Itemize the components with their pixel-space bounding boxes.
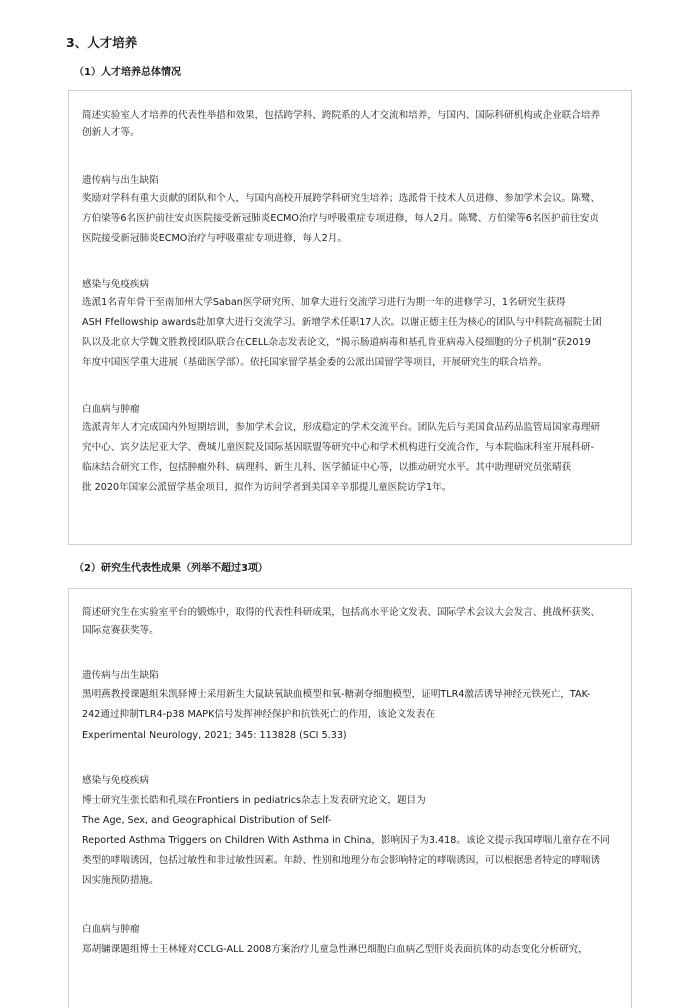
group-heading-genetic: 遗传病与出生缺陷: [82, 670, 159, 681]
intro-line: 国际竞赛获奖等。: [82, 625, 159, 636]
group-heading-leukemia: 白血病与肿瘤: [82, 404, 140, 415]
paragraph-line: 242通过抑制TLR4-p38 MAPK信号发挥神经保护和抗铁死亡的作用，该论文发表在: [82, 709, 436, 720]
intro-line: 简述实验室人才培养的代表性举措和效果，包括跨学科、跨院系的人才交流和培养，与国内、国际科研机构或企业联合培养: [82, 110, 601, 121]
paragraph-line: 选派1名青年骨干至南加州大学Saban医学研究所、加拿大进行交流学习进行为期一年的进修学习，1名研究生获得: [82, 297, 566, 308]
paragraph-line: 黑明燕教授课题组朱凯驿博士采用新生大鼠缺氧缺血模型和氧-糖剥夺细胞模型，证明TLR4激活诱导神经元铁死亡，TAK-: [82, 689, 591, 700]
group-heading-leukemia: 白血病与肿瘤: [82, 924, 140, 935]
paragraph-line: The Age, Sex, and Geographical Distribution of Self-: [82, 815, 332, 826]
paragraph-line: 医院接受新冠肺炎ECMO治疗与呼吸重症专项进修，每人2月。: [82, 233, 347, 244]
paragraph-line: 方伯梁等6名医护前往安贞医院接受新冠肺炎ECMO治疗与呼吸重症专项进修，每人2月。陈鹭、方伯梁等6名医护前往安贞: [82, 213, 599, 224]
paragraph-line: 年度中国医学重大进展（基础医学部）。依托国家留学基金委的公派出国留学等项目，开展研究生的联合培养。: [82, 357, 548, 368]
paragraph-line: ASH Ffellowship awards赴加拿大进行交流学习。新增学术任职17人次。以谢正德主任为核心的团队与中科院高福院士团: [82, 317, 602, 328]
paragraph-line: Reported Asthma Triggers on Children With Asthma in China，影响因子为3.418。该论文提示我国哮喘儿童存在不同: [82, 835, 610, 846]
intro-line: 创新人才等。: [82, 127, 140, 138]
paragraph-line: 选派青年人才完成国内外短期培训，参加学术会议，形成稳定的学术交流平台。团队先后与美国食品药品监管局国家毒理研: [82, 422, 601, 433]
subsection-title-graduate: （2）研究生代表性成果（列举不超过3项）: [74, 563, 268, 574]
group-heading-genetic: 遗传病与出生缺陷: [82, 175, 159, 186]
paragraph-line: 队以及北京大学魏文胜教授团队联合在CELL杂志发表论文，“揭示肠道病毒和基孔肯亚病毒入侵细胞的分子机制”获2019: [82, 337, 591, 348]
paragraph-line: 奖励对学科有重大贡献的团队和个人，与国内高校开展跨学科研究生培养；选派骨干技术人员进修、参加学术会议。陈鹭、: [82, 193, 601, 204]
subsection-title-talent: （1）人才培养总体情况: [74, 67, 181, 78]
paragraph-line: Experimental Neurology, 2021; 345: 113828 (SCI 5.33): [82, 730, 347, 741]
paragraph-line: 批 2020年国家公派留学基金项目，拟作为访问学者到美国辛辛那提儿童医院访学1年。: [82, 482, 452, 493]
paragraph-line: 郑胡镛课题组博士王林娅对CCLG-ALL 2008方案治疗儿童急性淋巴细胞白血病乙型肝炎表面抗体的动态变化分析研究，: [82, 944, 588, 955]
section-title: 3、人才培养: [66, 35, 138, 50]
paragraph-line: 博士研究生张长皓和孔琰在Frontiers in pediatrics杂志上发表研究论文，题目为: [82, 795, 426, 806]
paragraph-line: 究中心、宾夕法尼亚大学、费城儿童医院及国际基因联盟等研究中心和学术机构进行交流合作，与本院临床科室开展科研-: [82, 442, 594, 453]
intro-line: 简述研究生在实验室平台的锻炼中，取得的代表性科研成果，包括高水平论文发表、国际学术会议大会发言、挑战杯获奖、: [82, 607, 601, 618]
group-heading-infection: 感染与免疫疾病: [82, 775, 150, 786]
group-heading-infection: 感染与免疫疾病: [82, 279, 150, 290]
paragraph-line: 临床结合研究工作，包括肿瘤外科、病理科、新生儿科、医学循证中心等，以推动研究水平。其中助理研究员张晴获: [82, 462, 572, 473]
paragraph-line: 因实施预防措施。: [82, 875, 159, 886]
paragraph-line: 类型的哮喘诱因，包括过敏性和非过敏性因素。年龄、性别和地理分布会影响特定的哮喘诱因，可以根据患者特定的哮喘诱: [82, 855, 601, 866]
